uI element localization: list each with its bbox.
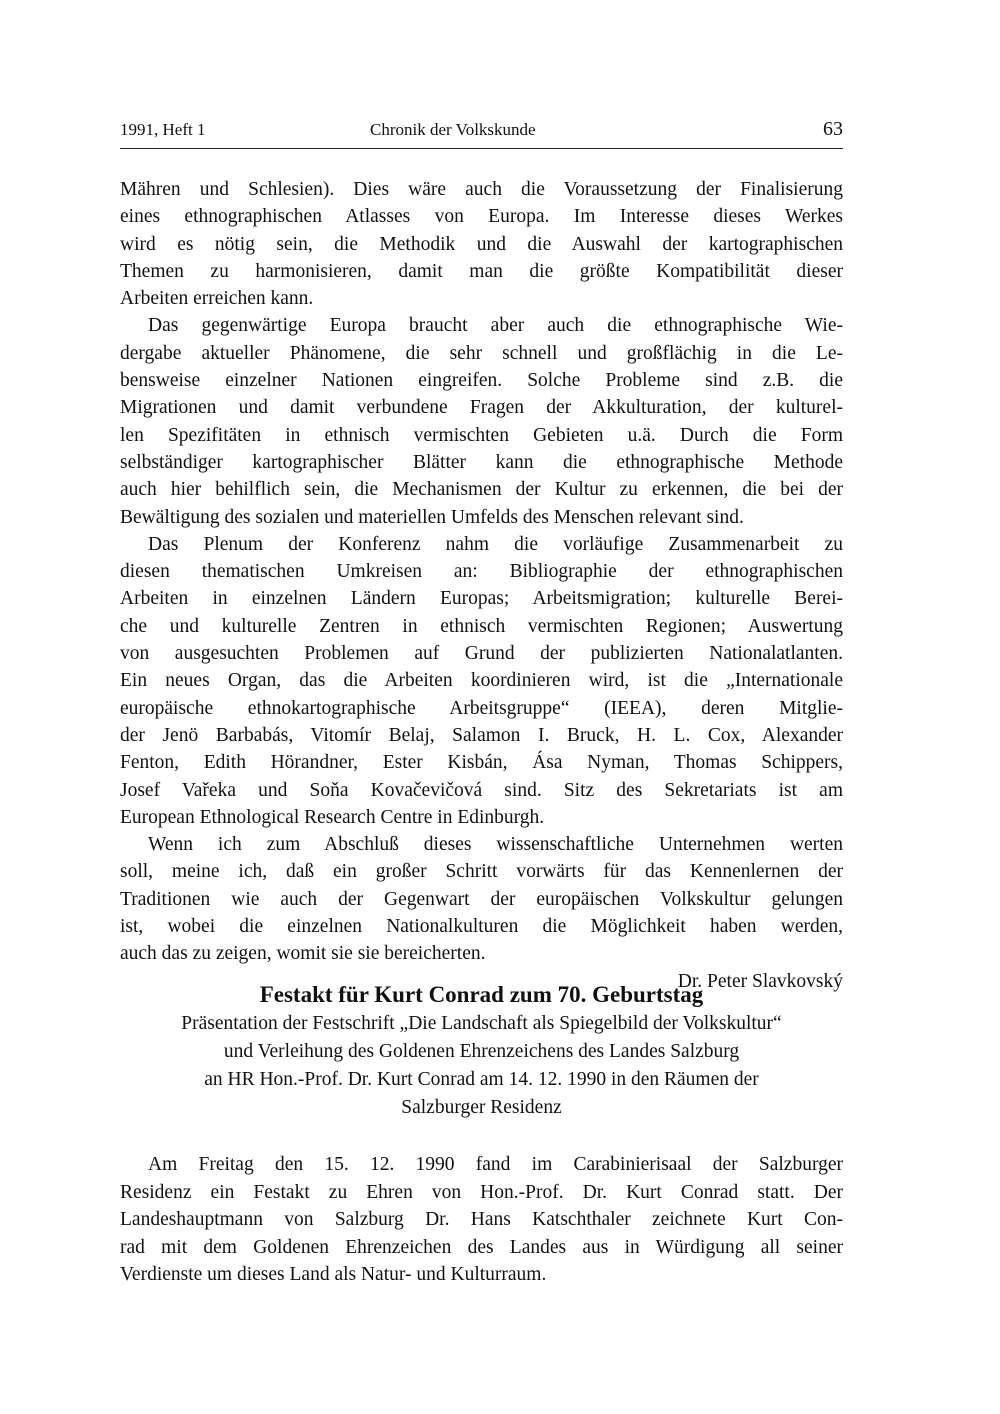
running-header bbox=[120, 118, 843, 149]
issue-label: 1991, Heft 1 bbox=[120, 120, 206, 139]
text-line: von ausgesuchten Problemen auf Grund der publizierten Nationalatlanten. bbox=[120, 643, 843, 665]
paragraph bbox=[120, 831, 843, 967]
subtitle-line: an HR Hon.-Prof. Dr. Kurt Conrad am 14. 12. 1990 in den Räumen der bbox=[204, 1069, 759, 1090]
text-line: Wenn ich zum Abschluß dieses wissenschaftliche Unternehmen werten bbox=[148, 834, 843, 856]
text-line: Am Freitag den 15. 12. 1990 fand im Carabinierisaal der Salzburger bbox=[148, 1154, 843, 1175]
text-line: len Spezifitäten in ethnisch vermischten Gebieten u.ä. Durch die Form bbox=[120, 424, 843, 446]
text-line: Ein neues Organ, das die Arbeiten koordinieren wird, ist die „Internationale bbox=[120, 670, 843, 692]
page-number: 63 bbox=[823, 118, 843, 140]
text-line: diesen thematischen Umkreisen an: Bibliographie der ethnographischen bbox=[120, 561, 843, 583]
subtitle-line: Präsentation der Festschrift „Die Landschaft als Spiegelbild der Volkskultur“ bbox=[181, 1013, 782, 1034]
text-line: auch das zu zeigen, womit sie sie bereicherten. bbox=[120, 943, 486, 965]
text-line: Das Plenum der Konferenz nahm die vorläufige Zusammenarbeit zu bbox=[148, 533, 843, 555]
text-line: Themen zu harmonisieren, damit man die größte Kompatibilität dieser bbox=[120, 260, 843, 282]
text-line: rad mit dem Goldenen Ehrenzeichen des Landes aus in Würdigung all seiner bbox=[120, 1236, 843, 1258]
section-heading-block bbox=[120, 980, 843, 1122]
text-line: europäische ethnokartographische Arbeitsgruppe“ (IEEA), deren Mitglie- bbox=[120, 697, 843, 719]
section-subtitle bbox=[120, 1010, 843, 1122]
text-line: auch hier behilflich sein, die Mechanismen der Kultur zu erkennen, die bei der bbox=[120, 479, 843, 501]
paragraph bbox=[120, 176, 843, 312]
text-line: Das gegenwärtige Europa braucht aber auch die ethnographische Wie- bbox=[148, 315, 843, 337]
article-body bbox=[120, 176, 843, 995]
section-title: Festakt für Kurt Conrad zum 70. Geburtstag bbox=[259, 982, 704, 1007]
paragraph bbox=[120, 531, 843, 831]
text-line: selbständiger kartographischer Blätter kann die ethnographische Methode bbox=[120, 451, 843, 473]
text-line: Arbeiten erreichen kann. bbox=[120, 288, 314, 310]
text-line: Fenton, Edith Hörandner, Ester Kisbán, Ása Nyman, Thomas Schippers, bbox=[120, 752, 843, 774]
text-line: ist, wobei die einzelnen Nationalkulturen die Möglichkeit haben werden, bbox=[120, 916, 843, 938]
text-line: Arbeiten in einzelnen Ländern Europas; Arbeitsmigration; kulturelle Berei- bbox=[120, 588, 843, 610]
subtitle-line: Salzburger Residenz bbox=[401, 1097, 562, 1118]
text-line: Traditionen wie auch der Gegenwart der europäischen Volkskultur gelungen bbox=[120, 888, 843, 910]
subtitle-line: und Verleihung des Goldenen Ehrenzeichens des Landes Salzburg bbox=[223, 1041, 740, 1062]
text-line: che und kulturelle Zentren in ethnisch vermischten Regionen; Auswertung bbox=[120, 615, 843, 637]
text-line: der Jenö Barbabás, Vitomír Belaj, Salamon I. Bruck, H. L. Cox, Alexander bbox=[120, 724, 843, 746]
journal-title: Chronik der Volkskunde bbox=[370, 120, 536, 139]
section-body bbox=[120, 1151, 843, 1289]
text-line: soll, meine ich, daß ein großer Schritt vorwärts für das Kennenlernen der bbox=[120, 861, 843, 883]
author-signature: Dr. Peter Slavkovský bbox=[677, 970, 843, 992]
text-line: Verdienste um dieses Land als Natur- und Kulturraum. bbox=[120, 1264, 547, 1285]
text-line: eines ethnographischen Atlasses von Europa. Im Interesse dieses Werkes bbox=[120, 206, 843, 228]
text-line: bensweise einzelner Nationen eingreifen. Solche Probleme sind z.B. die bbox=[120, 370, 843, 392]
text-line: Josef Vařeka und Soňa Kovačevičová sind. Sitz des Sekretariats ist am bbox=[120, 779, 843, 801]
text-line: dergabe aktueller Phänomene, die sehr schnell und großflächig in die Le- bbox=[120, 342, 843, 364]
text-line: Residenz ein Festakt zu Ehren von Hon.-Prof. Dr. Kurt Conrad statt. Der bbox=[120, 1181, 843, 1203]
text-line: Bewältigung des sozialen und materiellen Umfelds des Menschen relevant sind. bbox=[120, 506, 744, 528]
text-line: Landeshauptmann von Salzburg Dr. Hans Katschthaler zeichnete Kurt Con- bbox=[120, 1209, 843, 1230]
text-line: wird es nötig sein, die Methodik und die Auswahl der kartographischen bbox=[120, 233, 843, 255]
paragraph bbox=[120, 312, 843, 530]
text-line: Migrationen und damit verbundene Fragen der Akkulturation, der kulturel- bbox=[120, 397, 843, 419]
text-line: Mähren und Schlesien). Dies wäre auch die Voraussetzung der Finalisierung bbox=[120, 179, 843, 200]
text-line: European Ethnological Research Centre in Edinburgh. bbox=[120, 806, 545, 828]
